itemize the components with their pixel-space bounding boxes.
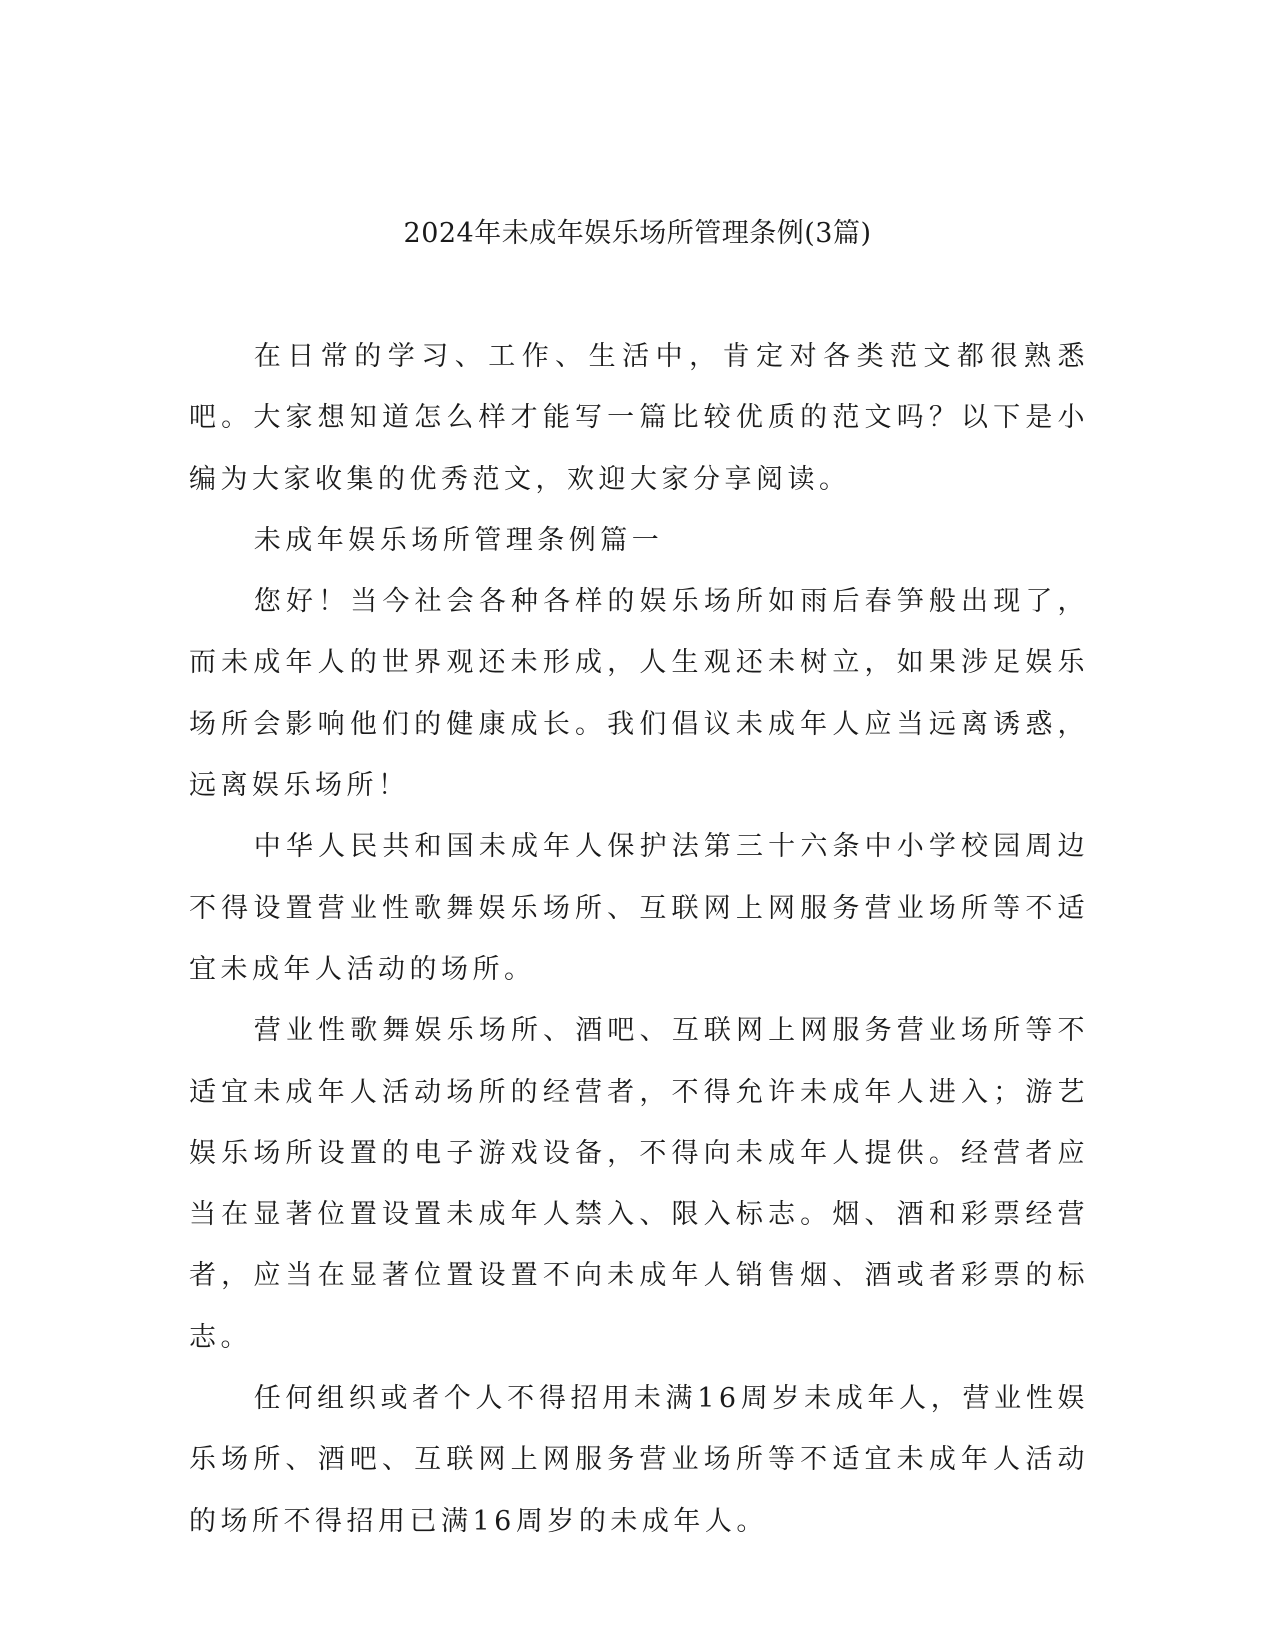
document-body bbox=[189, 326, 1089, 1552]
body-paragraph-2: 中华人民共和国未成年人保护法第三十六条中小学校园周边不得设置营业性歌舞娱乐场所、互联网上网服务营业场所等不适宜未成年人活动的场所。 bbox=[189, 831, 1089, 985]
body-paragraph-4: 任何组织或者个人不得招用未满16周岁未成年人，营业性娱乐场所、酒吧、互联网上网服务营业场所等不适宜未成年人活动的场所不得招用已满16周岁的未成年人。 bbox=[189, 1383, 1089, 1537]
body-paragraph-3: 营业性歌舞娱乐场所、酒吧、互联网上网服务营业场所等不适宜未成年人活动场所的经营者，不得允许未成年人进入；游艺娱乐场所设置的电子游戏设备，不得向未成年人提供。经营者应当在显著位置设置未成年人禁入、限入标志。烟、酒和彩票经营者，应当在显著位置设置不向未成年人销售烟、酒或者彩票的标志。 bbox=[189, 1015, 1089, 1353]
intro-paragraph: 在日常的学习、工作、生活中，肯定对各类范文都很熟悉吧。大家想知道怎么样才能写一篇比较优质的范文吗？以下是小编为大家收集的优秀范文，欢迎大家分享阅读。 bbox=[189, 341, 1089, 495]
section-heading: 未成年娱乐场所管理条例篇一 bbox=[253, 524, 664, 556]
document-title: 2024年未成年娱乐场所管理条例(3篇) bbox=[403, 218, 872, 249]
body-paragraph-1: 您好！当今社会各种各样的娱乐场所如雨后春笋般出现了，而未成年人的世界观还未形成，人生观还未树立，如果涉足娱乐场所会影响他们的健康成长。我们倡议未成年人应当远离诱惑，远离娱乐场所！ bbox=[189, 586, 1089, 802]
